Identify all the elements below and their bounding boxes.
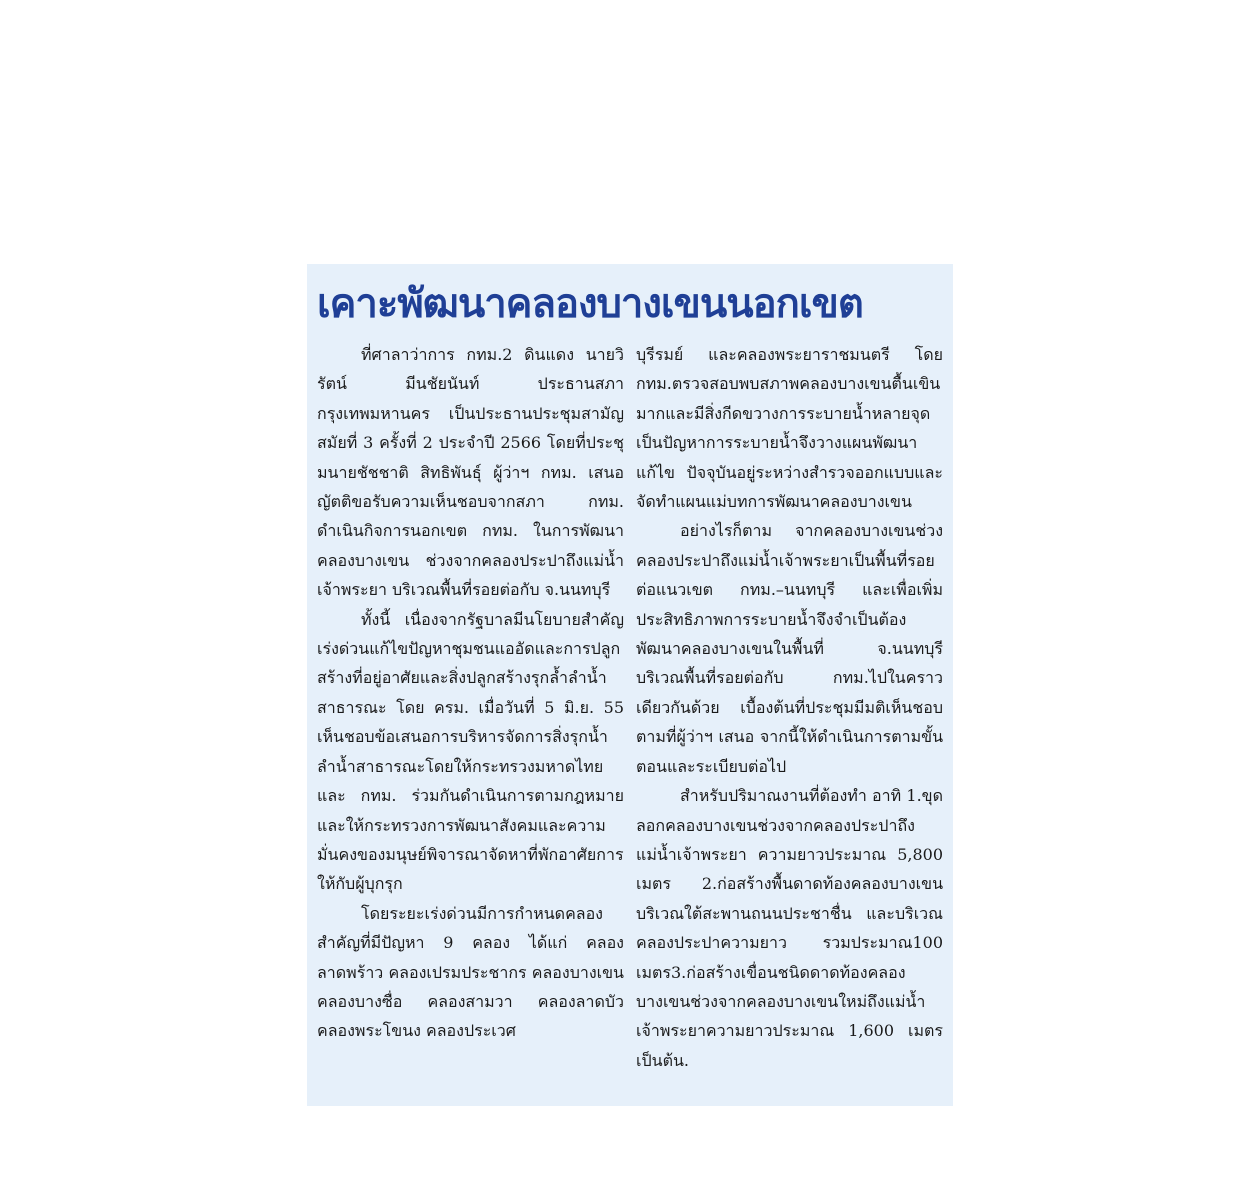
column-right [636, 340, 943, 1075]
paragraph-continued: บุรีรมย์ และคลองพระยาราชมนตรี โดย กทม.ตรวจสอบพบสภาพคลองบางเขนตื้นเขินมากและมีสิ่งกีดขวางการระบายน้ำหลายจุด เป็นปัญหาการระบายน้ำจึงวางแผนพัฒนา แก้ไข ปัจจุบันอยู่ระหว่างสำรวจออกแบบและจัดทำแผนแม่บทการพัฒนาคลองบางเขน [636, 345, 943, 512]
paragraph: โดยระยะเร่งด่วนมีการกำหนดคลองสำคัญที่มีปัญหา 9 คลอง ได้แก่ คลองลาดพร้าว คลองเปรมประชากร คลองบางเขน คลองบางซื่อ คลองสามวา คลองลาดบัว คลองพระโขนง คลองประเวศ [317, 903, 624, 1041]
news-clipping [307, 264, 953, 1106]
paragraph: ที่ศาลาว่าการ กทม.2 ดินแดง นายวิรัตน์ มีนชัยนันท์ ประธานสภากรุงเทพมหานคร เป็นประธานประชุมสามัญ สมัยที่ 3 ครั้งที่ 2 ประจำปี 2566 โดยที่ประชุมนายชัชชาติ สิทธิพันธุ์ ผู้ว่าฯ กทม. เสนอญัตติขอรับความเห็นชอบจากสภา กทม. ดำเนินกิจการนอกเขต กทม. ในการพัฒนาคลองบางเขน ช่วงจากคลองประปาถึงแม่น้ำเจ้าพระยา บริเวณพื้นที่รอยต่อกับ จ.นนทบุรี [317, 345, 624, 600]
paragraph: ทั้งนี้ เนื่องจากรัฐบาลมีนโยบายสำคัญเร่งด่วนแก้ไขปัญหาชุมชนแออัดและการปลูกสร้างที่อยู่อาศัยและสิ่งปลูกสร้างรุกล้ำลำน้ำสาธารณะ โดย ครม. เมื่อวันที่ 5 มิ.ย. 55 เห็นชอบข้อเสนอการบริหารจัดการสิ่งรุกน้ำลำน้ำสาธารณะโดยให้กระทรวงมหาดไทยและ กทม. ร่วมกันดำเนินการตามกฎหมาย และให้กระทรวงการพัฒนาสังคมและความมั่นคงของมนุษย์พิจารณาจัดหาที่พักอาศัยการให้กับผู้บุกรุก [317, 609, 624, 894]
headline: เคาะพัฒนาคลองบางเขนนอกเขต [317, 281, 863, 327]
paragraph: สำหรับปริมาณงานที่ต้องทำ อาทิ 1.ขุดลอกคลองบางเขนช่วงจากคลองประปาถึงแม่น้ำเจ้าพระยา ความยาวประมาณ 5,800 เมตร 2.ก่อสร้างพื้นดาดท้องคลองบางเขนบริเวณใต้สะพานถนนประชาชื่น และบริเวณคลองประปาความยาว รวมประมาณ100 เมตร3.ก่อสร้างเขื่อนชนิดดาดท้องคลองบางเขนช่วงจากคลองบางเขนใหม่ถึงแม่น้ำเจ้าพระยาความยาวประมาณ 1,600 เมตร เป็นต้น. [636, 786, 943, 1070]
paragraph: อย่างไรก็ตาม จากคลองบางเขนช่วงคลองประปาถึงแม่น้ำเจ้าพระยาเป็นพื้นที่รอยต่อแนวเขต กทม.–นนทบุรี และเพื่อเพิ่มประสิทธิภาพการระบายน้ำจึงจำเป็นต้องพัฒนาคลองบางเขนในพื้นที่ จ.นนทบุรี บริเวณพื้นที่รอยต่อกับ กทม.ไปในคราวเดียวกันด้วย เบื้องต้นที่ประชุมมีมติเห็นชอบตามที่ผู้ว่าฯ เสนอ จากนี้ให้ดำเนินการตามขั้นตอนและระเบียบต่อไป [636, 521, 943, 776]
article-body [317, 340, 943, 1075]
column-left [317, 340, 624, 1075]
